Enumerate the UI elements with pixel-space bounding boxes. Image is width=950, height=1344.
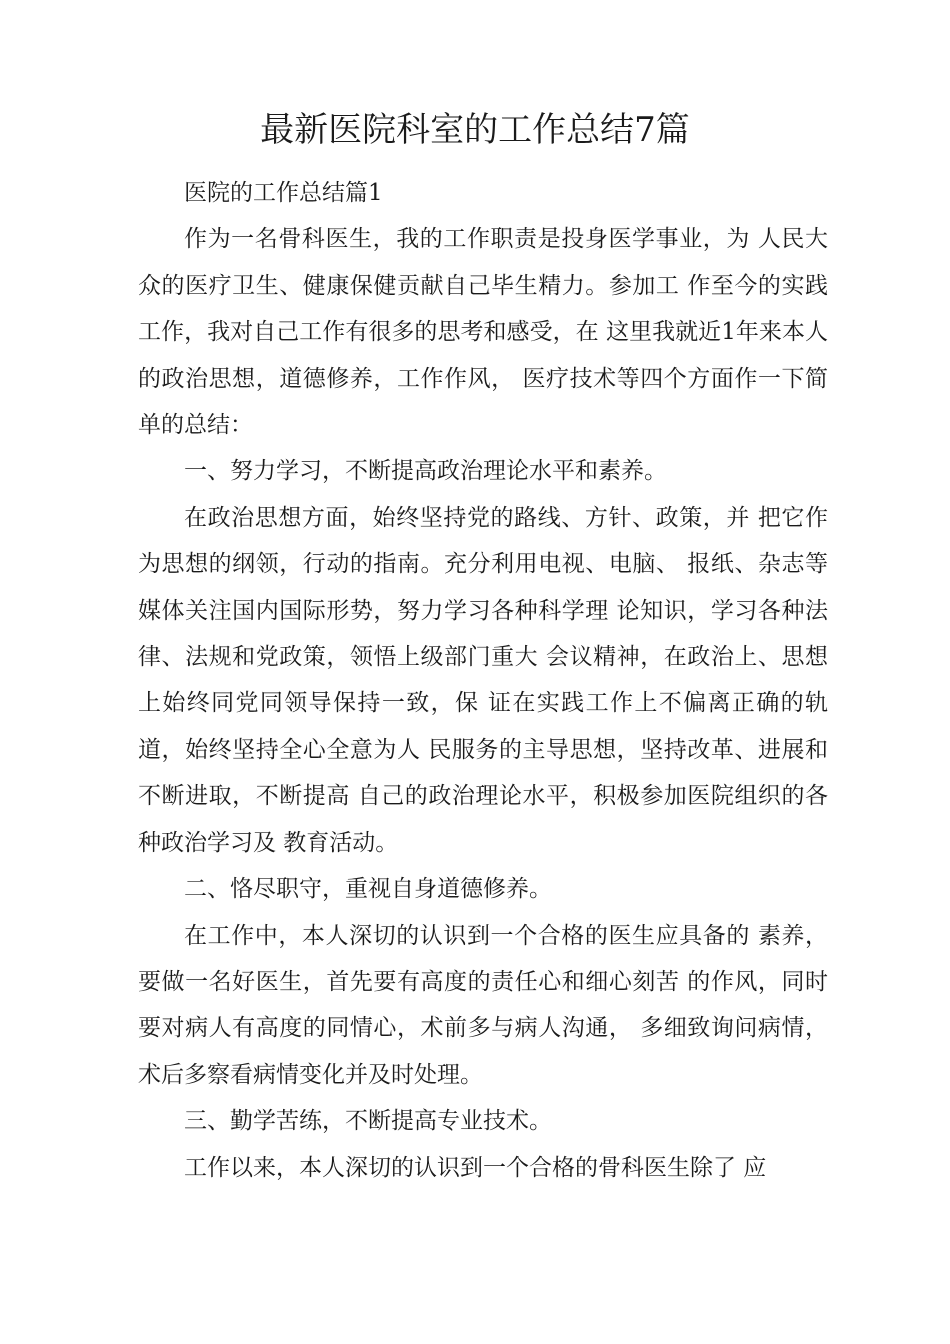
section-heading: 二、恪尽职守，重视自身道德修养。 [184,876,552,903]
section-heading: 医院的工作总结篇1 [184,180,383,206]
body-paragraph: 在政治思想方面，始终坚持党的路线、方针、政策，并 把它作为思想的纲领，行动的指南。充分利用电视、电脑、 报纸、杂志等媒体关注国内国际形势，努力学习各种科学理 论知识，学习各种法律、法规和党政策，领悟上级部门重大 会议精神，在政治上、思想上始终同党同领导保持一致，保 证在实践工作上不偏离正确的轨道，始终坚持全心全意为人 民服务的主导思想，坚持改革、进展和不断进取，不断提高 自己的政治理论水平，积极参加医院组织的各种政治学习及 教育活动。 [138,504,828,856]
body-paragraph: 在工作中，本人深切的认识到一个合格的医生应具备的 素养，要做一名好医生，首先要有高度的责任心和细心刻苦 的作风，同时要对病人有高度的同情心，术前多与病人沟通， 多细致询问病情，术后多察看病情变化并及时处理。 [138,922,828,1088]
section-heading: 三、勤学苦练，不断提高专业技术。 [184,1108,552,1135]
section-heading: 一、努力学习，不断提高政治理论水平和素养。 [184,458,667,485]
document-body [138,170,828,1191]
body-paragraph: 工作以来，本人深切的认识到一个合格的骨科医生除了 应 [184,1154,767,1181]
document-title: 最新医院科室的工作总结7篇 [260,110,690,150]
body-paragraph: 作为一名骨科医生，我的工作职责是投身医学事业，为 人民大众的医疗卫生、健康保健贡献自己毕生精力。参加工 作至今的实践工作，我对自己工作有很多的思考和感受，在 这里我就近1年来本人的政治思想，道德修养，工作作风， 医疗技术等四个方面作一下简单的总结： [138,226,828,439]
